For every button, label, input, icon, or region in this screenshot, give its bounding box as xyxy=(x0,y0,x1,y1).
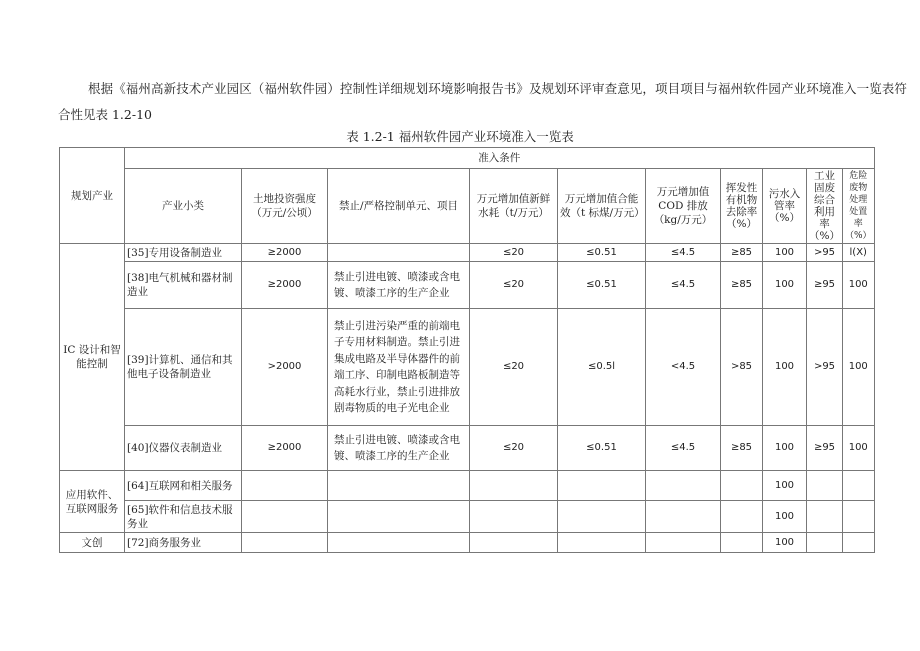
cell-restriction: 禁止引进电镀、喷漆或含电镀、喷漆工序的生产企业 xyxy=(328,262,470,309)
header-voc: 挥发性有机物去除率（%） xyxy=(721,169,763,244)
header-land: 土地投资强度（万元/公顷） xyxy=(242,169,328,244)
cell-voc xyxy=(721,533,763,553)
cell-sewage: 100 xyxy=(763,501,807,533)
cell-sewage: 100 xyxy=(763,262,807,309)
cell-sub: [39]计算机、通信和其他电子设备制造业 xyxy=(125,309,242,426)
cell-sub: [38]电气机械和器材制造业 xyxy=(125,262,242,309)
cell-energy: ≤0.51 xyxy=(558,262,646,309)
cell-voc: ≥85 xyxy=(721,262,763,309)
cell-hazard: l(X) xyxy=(842,244,874,262)
cell-cod: <4.5 xyxy=(646,309,721,426)
table-caption: 表 1.2-1 福州软件园产业环境准入一览表 xyxy=(346,129,574,144)
header-plan-industry: 规划产业 xyxy=(60,148,125,244)
cell-land xyxy=(242,501,328,533)
cell-energy: ≤0.5l xyxy=(558,309,646,426)
header-energy: 万元增加值合能效（t 标煤/万元） xyxy=(558,169,646,244)
cell-cod xyxy=(646,533,721,553)
cell-energy xyxy=(558,533,646,553)
cell-voc xyxy=(721,501,763,533)
cell-hazard xyxy=(842,533,874,553)
cell-sub: [72]商务服务业 xyxy=(125,533,242,553)
intro-paragraph xyxy=(58,76,908,128)
cell-energy: ≤0.51 xyxy=(558,244,646,262)
cell-cod xyxy=(646,501,721,533)
cell-land: >2000 xyxy=(242,309,328,426)
cell-hazard: 100 xyxy=(842,426,874,471)
cell-solid xyxy=(807,471,843,501)
cell-hazard: 100 xyxy=(842,309,874,426)
cell-restriction xyxy=(328,533,470,553)
cell-solid xyxy=(807,533,843,553)
cell-sub: [40]仪器仪表制造业 xyxy=(125,426,242,471)
table-row xyxy=(60,533,875,553)
cell-restriction xyxy=(328,244,470,262)
group-software-internet: 应用软件、互联网服务 xyxy=(60,471,125,533)
cell-solid: ≥95 xyxy=(807,262,843,309)
cell-water: ≤20 xyxy=(470,309,558,426)
cell-solid: >95 xyxy=(807,244,843,262)
cell-hazard: 100 xyxy=(842,262,874,309)
cell-water xyxy=(470,501,558,533)
cell-voc: >85 xyxy=(721,309,763,426)
cell-cod: ≤4.5 xyxy=(646,244,721,262)
cell-sub: [64]互联网和相关服务 xyxy=(125,471,242,501)
cell-restriction: 禁止引进污染严重的前端电子专用材料制造。禁止引进集成电路及半导体器件的前端工序、印制电路板制造等高耗水行业，禁止引进排放剧毒物质的电子光电企业 xyxy=(328,309,470,426)
cell-voc: ≥85 xyxy=(721,426,763,471)
table-row xyxy=(60,262,875,309)
header-cod: 万元增加值COD 排放（kg/万元） xyxy=(646,169,721,244)
header-sewage: 污水入管率（%） xyxy=(763,169,807,244)
cell-hazard xyxy=(842,501,874,533)
cell-voc: ≥85 xyxy=(721,244,763,262)
cell-restriction xyxy=(328,501,470,533)
header-restriction: 禁止/严格控制单元、项目 xyxy=(328,169,470,244)
cell-sewage: 100 xyxy=(763,533,807,553)
table-row xyxy=(60,471,875,501)
cell-land: ≥2000 xyxy=(242,262,328,309)
cell-water: ≤20 xyxy=(470,244,558,262)
cell-solid: ≥95 xyxy=(807,426,843,471)
cell-restriction: 禁止引进电镀、喷漆或含电镀、喷漆工序的生产企业 xyxy=(328,426,470,471)
cell-energy xyxy=(558,471,646,501)
cell-voc xyxy=(721,471,763,501)
cell-cod xyxy=(646,471,721,501)
cell-cod: ≤4.5 xyxy=(646,262,721,309)
cell-sewage: 100 xyxy=(763,244,807,262)
cell-water: ≤20 xyxy=(470,262,558,309)
header-water: 万元增加值新鲜水耗（t/万元） xyxy=(470,169,558,244)
cell-water: ≤20 xyxy=(470,426,558,471)
header-solid-waste: 工业固废综合利用率（%） xyxy=(807,169,843,244)
cell-energy xyxy=(558,501,646,533)
intro-line-2: 合性见表 1.2-10 xyxy=(58,107,152,122)
table-row xyxy=(60,501,875,533)
cell-restriction xyxy=(328,471,470,501)
cell-land: ≥2000 xyxy=(242,244,328,262)
cell-energy: ≤0.51 xyxy=(558,426,646,471)
header-hazardous-waste: 危险废物处理处置率（%） xyxy=(842,169,874,244)
cell-cod: ≤4.5 xyxy=(646,426,721,471)
cell-sewage: 100 xyxy=(763,426,807,471)
cell-hazard xyxy=(842,471,874,501)
cell-sub: [35]专用设备制造业 xyxy=(125,244,242,262)
cell-solid xyxy=(807,501,843,533)
cell-sewage: 100 xyxy=(763,471,807,501)
table-row xyxy=(60,244,875,262)
group-cultural-creative: 文创 xyxy=(60,533,125,553)
cell-land xyxy=(242,471,328,501)
cell-sub: [65]软件和信息技术服务业 xyxy=(125,501,242,533)
intro-line-1: 根据《福州高新技术产业园区（福州软件园）控制性详细规划环境影响报告书》及规划环评审查意见，项目项目与福州软件园产业环境准入一览表符 xyxy=(88,81,908,96)
cell-water xyxy=(470,533,558,553)
industry-access-table xyxy=(59,147,875,553)
header-conditions: 准入条件 xyxy=(125,148,875,169)
cell-land: ≥2000 xyxy=(242,426,328,471)
group-ic: IC 设计和智能控制 xyxy=(60,244,125,471)
cell-solid: >95 xyxy=(807,309,843,426)
cell-water xyxy=(470,471,558,501)
cell-land xyxy=(242,533,328,553)
cell-sewage: 100 xyxy=(763,309,807,426)
table-row xyxy=(60,426,875,471)
header-sub-industry: 产业小类 xyxy=(125,169,242,244)
table-row xyxy=(60,309,875,426)
